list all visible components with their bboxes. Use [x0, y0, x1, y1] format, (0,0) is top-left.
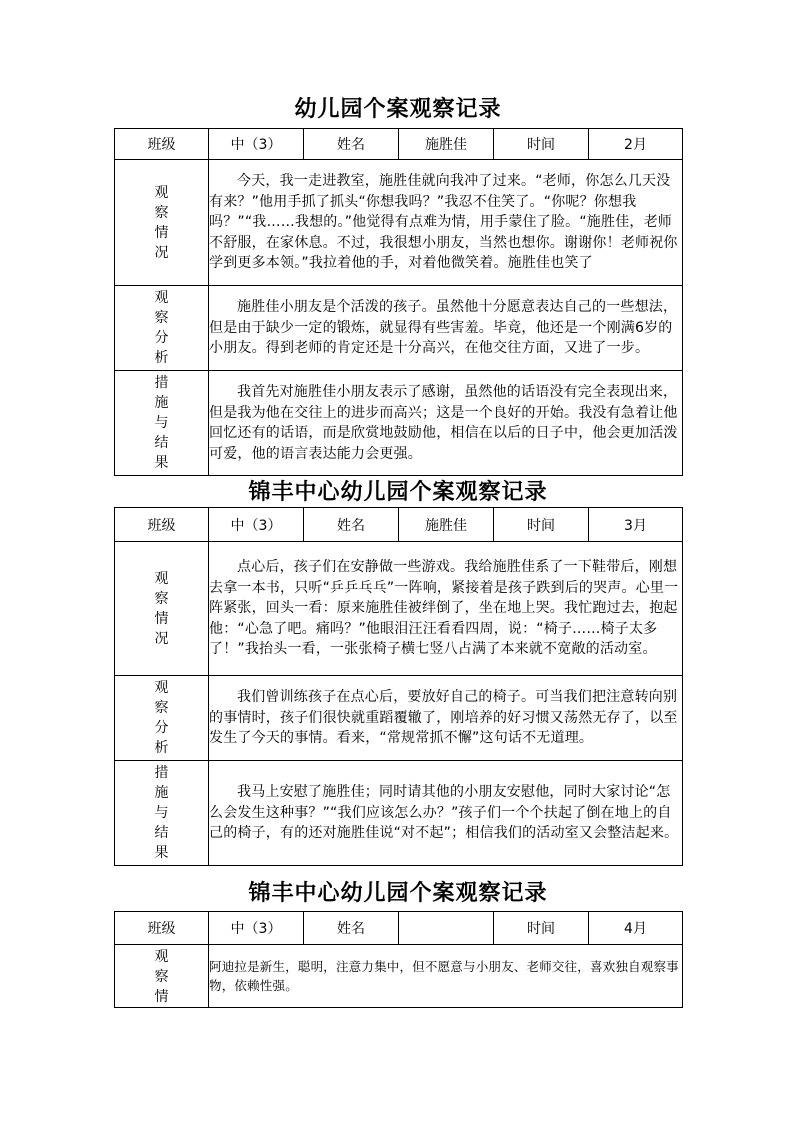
section-label-text: 观察情况	[154, 570, 169, 647]
record-2-title: 锦丰中心幼儿园个案观察记录	[248, 480, 548, 505]
section-label-text: 观察情况	[154, 184, 169, 261]
time-label: 时间	[494, 508, 589, 542]
class-value: 中（3）	[209, 129, 304, 160]
class-label: 班级	[115, 912, 209, 945]
record-3-title: 锦丰中心幼儿园个案观察记录	[248, 881, 548, 906]
record-2-table	[114, 507, 683, 866]
section-label	[115, 160, 209, 286]
class-value: 中（3）	[209, 912, 304, 945]
section-label-text: 措施与结果	[154, 765, 169, 861]
section-text: 今天，我一走进教室，施胜佳就向我冲了过来。“老师，你怎么几天没有来？”他用手抓了抓头“你想我吗？”我忍不住笑了。“你呢？你想我吗？”“我……我想的。”他觉得有点难为情，用手蒙住了脸。“施胜佳，老师不舒服，在家休息。不过，我很想小朋友，当然也想你。谢谢你！老师祝你学到更多本领。”我拉着他的手，对着他微笑着。施胜佳也笑了	[209, 160, 683, 286]
section-label	[115, 371, 209, 476]
record-1-title: 幼儿园个案观察记录	[294, 97, 502, 122]
record-1-measures-row	[115, 371, 683, 476]
record-3-table	[114, 911, 683, 1008]
section-text: 点心后，孩子们在安静做一些游戏。我给施胜佳系了一下鞋带后，刚想去拿一本书，只听“乒乒乓乓”一阵响，紧接着是孩子跌到后的哭声。心里一阵紧张，回头一看：原来施胜佳被绊倒了，坐在地上哭。我忙跑过去，抱起他：“心急了吧。痛吗？”他眼泪汪汪看看四周，说：“椅子……椅子太多了！”我抬头一看，一张张椅子横七竖八占满了本来就不宽敞的活动室。	[209, 542, 683, 676]
name-label: 姓名	[304, 508, 399, 542]
time-value: 3月	[589, 508, 683, 542]
section-label-text: 观察分析	[154, 680, 169, 756]
section-label	[115, 286, 209, 371]
section-label	[115, 542, 209, 676]
section-text: 我马上安慰了施胜佳；同时请其他的小朋友安慰他，同时大家讨论“怎么会发生这种事？”“我们应该怎么办？”孩子们一个个扶起了倒在地上的自己的椅子，有的还对施胜佳说“对不起”；相信我们的活动室又会整洁起来。	[209, 761, 683, 866]
name-value: 施胜佳	[399, 508, 494, 542]
record-2-header-row	[115, 508, 683, 542]
name-label: 姓名	[304, 129, 399, 160]
section-label	[115, 761, 209, 866]
time-label: 时间	[494, 129, 589, 160]
name-value: 施胜佳	[399, 129, 494, 160]
name-label: 姓名	[304, 912, 399, 945]
section-label	[115, 945, 209, 1008]
section-text: 我们曾训练孩子在点心后，要放好自己的椅子。可当我们把注意转向别的事情时，孩子们很快就重蹈覆辙了，刚培养的好习惯又荡然无存了，以至发生了今天的事情。看来，“常规常抓不懈”这句话不无道理。	[209, 676, 683, 761]
class-label: 班级	[115, 129, 209, 160]
class-value: 中（3）	[209, 508, 304, 542]
section-label-text: 措施与结果	[154, 375, 169, 471]
section-label-text: 观察情	[154, 949, 169, 1005]
section-text: 阿迪拉是新生，聪明，注意力集中，但不愿意与小朋友、老师交往，喜欢独自观察事物，依赖性强。	[209, 945, 683, 1008]
section-label	[115, 676, 209, 761]
record-3-header-row	[115, 912, 683, 945]
record-2-observation-row	[115, 542, 683, 676]
section-text: 我首先对施胜佳小朋友表示了感谢，虽然他的话语没有完全表现出来，但是我为他在交往上的进步而高兴；这是一个良好的开始。我没有急着让他回忆还有的话语，而是欣赏地鼓励他，相信在以后的日子中，他会更加活泼可爱，他的语言表达能力会更强。	[209, 371, 683, 476]
record-3-observation-row	[115, 945, 683, 1008]
section-text: 施胜佳小朋友是个活泼的孩子。虽然他十分愿意表达自己的一些想法，但是由于缺少一定的锻炼，就显得有些害羞。毕竟，他还是一个刚满6岁的小朋友。得到老师的肯定还是十分高兴，在他交往方面，又进了一步。	[209, 286, 683, 371]
time-value: 4月	[589, 912, 683, 945]
section-label-text: 观察分析	[154, 290, 169, 366]
record-2-measures-row	[115, 761, 683, 866]
record-2-analysis-row	[115, 676, 683, 761]
class-label: 班级	[115, 508, 209, 542]
record-1-observation-row	[115, 160, 683, 286]
record-1-table	[114, 128, 683, 476]
time-value: 2月	[589, 129, 683, 160]
record-1-analysis-row	[115, 286, 683, 371]
time-label: 时间	[494, 912, 589, 945]
name-value	[399, 912, 494, 945]
record-1-header-row	[115, 129, 683, 160]
